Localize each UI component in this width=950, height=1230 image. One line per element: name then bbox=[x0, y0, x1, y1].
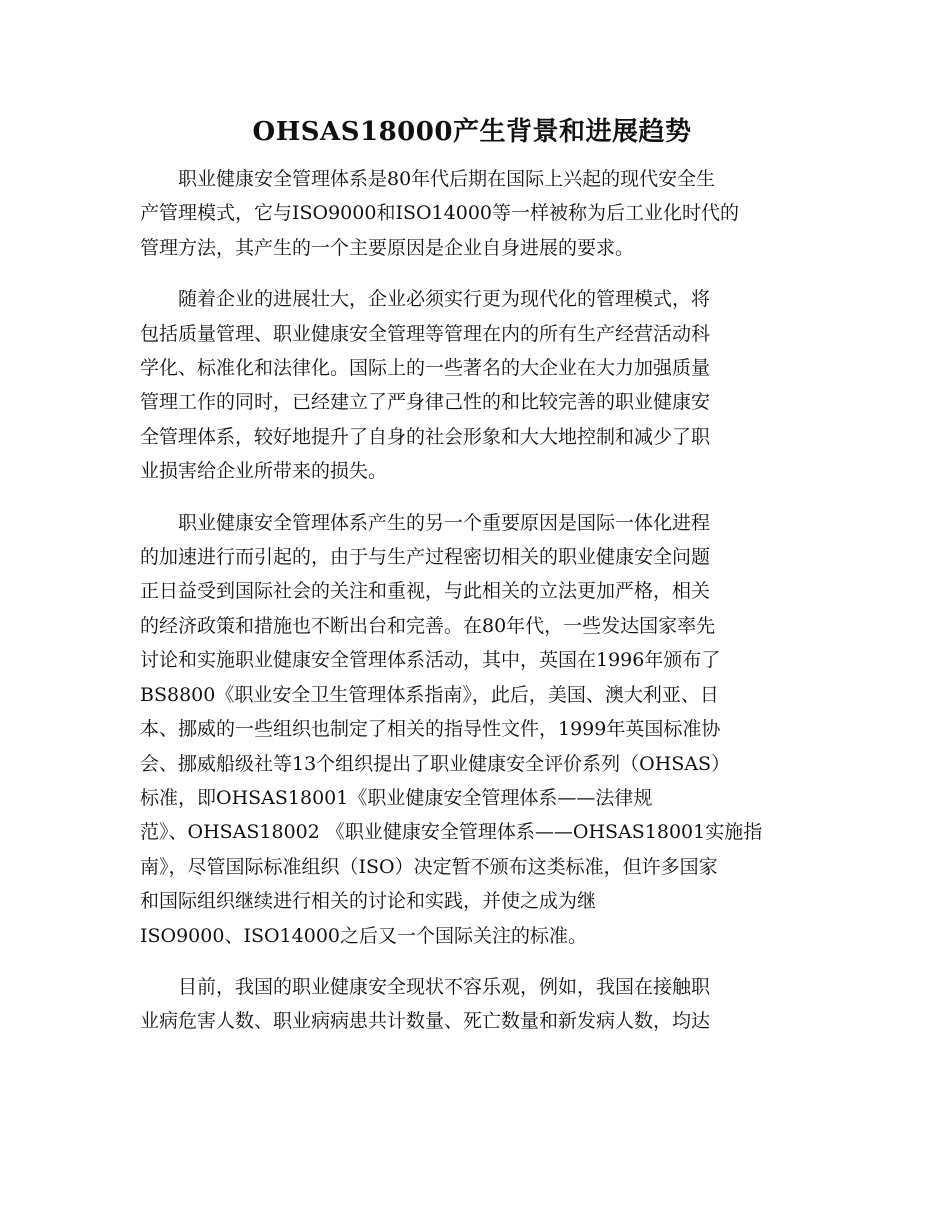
paragraph-line: 的经济政策和措施也不断出台和完善。在80年代，一些发达国家率先 bbox=[140, 614, 716, 637]
paragraph bbox=[140, 282, 804, 488]
paragraph-line: 全管理体系，较好地提升了自身的社会形象和大大地控制和减少了职 bbox=[140, 425, 711, 448]
paragraph bbox=[140, 162, 804, 265]
paragraph-line: 业病危害人数、职业病病患共计数量、死亡数量和新发病人数，均达 bbox=[140, 1010, 711, 1033]
document-body bbox=[140, 162, 804, 1039]
paragraph-line: 范》、OHSAS18002 《职业健康安全管理体系——OHSAS18001实施指 bbox=[140, 821, 763, 844]
paragraph bbox=[140, 970, 804, 1039]
paragraph-line: 和国际组织继续进行相关的讨论和实践，并使之成为继 bbox=[140, 890, 597, 913]
paragraph-line: 的加速进行而引起的，由于与生产过程密切相关的职业健康安全问题 bbox=[140, 546, 711, 569]
paragraph-line: 学化、标准化和法律化。国际上的一些著名的大企业在大力加强质量 bbox=[140, 357, 711, 380]
paragraph-line: 讨论和实施职业健康安全管理体系活动，其中，英国在1996年颁布了 bbox=[140, 649, 721, 672]
paragraph-line: 本、挪威的一些组织也制定了相关的指导性文件，1999年英国标准协 bbox=[140, 718, 721, 741]
paragraph-line: 职业健康安全管理体系产生的另一个重要原因是国际一体化进程 bbox=[178, 511, 711, 534]
paragraph-line: 职业健康安全管理体系是80年代后期在国际上兴起的现代安全生 bbox=[178, 168, 716, 190]
paragraph-line: 业损害给企业所带来的损失。 bbox=[140, 460, 388, 483]
paragraph-line: 管理方法，其产生的一个主要原因是企业自身进展的要求。 bbox=[140, 236, 635, 259]
paragraph-line: ISO9000、ISO14000之后又一个国际关注的标准。 bbox=[140, 924, 587, 947]
paragraph-line: 产管理模式，它与ISO9000和ISO14000等一样被称为后工业化时代的 bbox=[140, 202, 739, 225]
paragraph-line: 包括质量管理、职业健康安全管理等管理在内的所有生产经营活动科 bbox=[140, 322, 711, 345]
paragraph-line: 随着企业的进展壮大，企业必须实行更为现代化的管理模式，将 bbox=[178, 288, 711, 311]
document-title: OHSAS18000产生背景和进展趋势 bbox=[252, 117, 692, 147]
paragraph-line: 管理工作的同时，已经建立了严身律己性的和比较完善的职业健康安 bbox=[140, 391, 711, 414]
paragraph-line: 正日益受到国际社会的关注和重视，与此相关的立法更加严格，相关 bbox=[140, 580, 711, 603]
paragraph-line: 标准，即OHSAS18001《职业健康安全管理体系——法律规 bbox=[140, 786, 653, 809]
document-page bbox=[140, 112, 804, 1056]
paragraph-line: 会、挪威船级社等13个组织提出了职业健康安全评价系列（OHSAS） bbox=[140, 752, 731, 775]
paragraph-line: 南》，尽管国际标准组织（ISO）决定暂不颁布这类标准，但许多国家 bbox=[140, 855, 718, 878]
paragraph bbox=[140, 506, 804, 953]
paragraph-line: 目前，我国的职业健康安全现状不容乐观，例如，我国在接触职 bbox=[178, 975, 711, 998]
paragraph-line: BS8800《职业安全卫生管理体系指南》，此后，美国、澳大利亚、日 bbox=[140, 683, 719, 706]
